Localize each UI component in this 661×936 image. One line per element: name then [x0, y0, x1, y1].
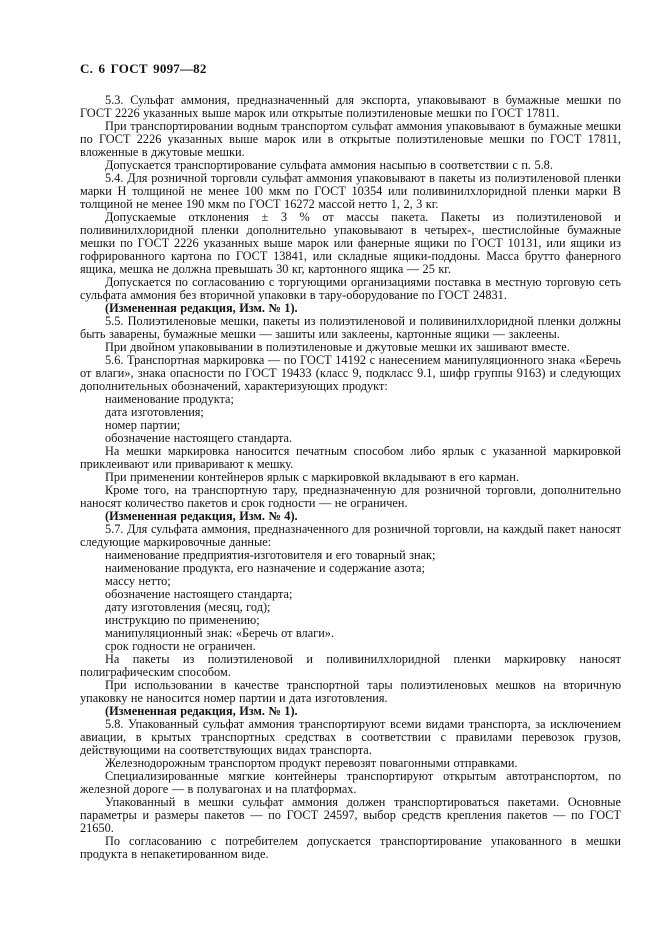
- list-item: срок годности не ограничен.: [105, 639, 256, 653]
- paragraph: 5.8. Упакованный сульфат аммония транспортируют всеми видами транспорта, за исключением авиации, в крытых транспортных средствах в соответствии с правилами перевозок грузов, действующими на соответствующих видах транспорта.: [80, 717, 621, 757]
- paragraph: По согласованию с потребителем допускается транспортирование упакованного в мешки продукта в непакетированном виде.: [80, 834, 621, 861]
- paragraph: Допускается по согласованию с торгующими организациями поставка в местную торговую сеть сульфата аммония без вторичной упаковки в тару-оборудование по ГОСТ 24831.: [80, 275, 621, 302]
- paragraph: Допускается транспортирование сульфата аммония насыпью в соответствии с п. 5.8.: [105, 158, 553, 172]
- paragraph: На пакеты из полиэтиленовой и поливинилхлоридной пленки маркировку наносят полиграфическим способом.: [80, 652, 621, 679]
- paragraph: 5.3. Сульфат аммония, предназначенный для экспорта, упаковывают в бумажные мешки по ГОСТ 2226 указанных выше марок или открытые полиэтиленовые мешки по ГОСТ 17811.: [80, 93, 621, 120]
- paragraph: Допускаемые отклонения ± 3 % от массы пакета. Пакеты из полиэтиленовой и поливинилхлоридной пленки дополнительно упаковывают в четырех-, шестислойные бумажные мешки по ГОСТ 2226 указанных выше марок или фанерные ящики по ГОСТ 10131, или ящики из гофрированного картона по ГОСТ 13841, или складные ящики-поддоны. Масса брутто фанерного ящика, мешка не должна превышать 30 кг, картонного ящика — 25 кг.: [80, 210, 621, 276]
- paragraph: Упакованный в мешки сульфат аммония должен транспортироваться пакетами. Основные параметры и размеры пакетов — по ГОСТ 24597, выбор средств крепления пакетов — по ГОСТ 21650.: [80, 795, 621, 835]
- amendment-note: (Измененная редакция, Изм. № 1).: [105, 704, 298, 718]
- paragraph: 5.5. Полиэтиленовые мешки, пакеты из полиэтиленовой и поливинилхлоридной пленки должны быть заварены, бумажные мешки — зашиты или заклеены, картонные ящики — заклеены.: [80, 314, 621, 341]
- list-item: обозначение настоящего стандарта.: [105, 431, 293, 445]
- list-item: массу нетто;: [105, 574, 171, 588]
- paragraph: Железнодорожным транспортом продукт перевозят повагонными отправками.: [105, 756, 518, 770]
- list-item: обозначение настоящего стандарта;: [105, 587, 293, 601]
- list-item: манипуляционный знак: «Беречь от влаги».: [105, 626, 335, 640]
- list-item: наименование продукта;: [105, 392, 234, 406]
- paragraph: 5.4. Для розничной торговли сульфат аммония упаковывают в пакеты из полиэтиленовой пленки марки Н толщиной не менее 100 мкм по ГОСТ 10354 или поливинилхлоридной пленки марки В толщиной не менее 190 мкм по ГОСТ 16272 массой нетто 1, 2, 3 кг.: [80, 171, 621, 211]
- paragraph: При транспортировании водным транспортом сульфат аммония упаковывают в бумажные мешки по ГОСТ 2226 указанных выше марок или в открытые полиэтиленовые мешки по ГОСТ 17811, вложенные в джутовые мешки.: [80, 119, 621, 159]
- list-item: наименование продукта, его назначение и содержание азота;: [105, 561, 425, 575]
- paragraph: На мешки маркировка наносится печатным способом либо ярлык с указанной маркировкой приклеивают или приваривают к мешку.: [80, 444, 621, 471]
- list-item: номер партии;: [105, 418, 181, 432]
- paragraph: Кроме того, на транспортную тару, предназначенную для розничной торговли, дополнительно наносят количество пакетов и срок годности — не ограничен.: [80, 483, 621, 510]
- document-content: [80, 61, 621, 861]
- paragraph: 5.6. Транспортная маркировка — по ГОСТ 14192 с нанесением манипуляционного знака «Беречь от влаги», знака опасности по ГОСТ 19433 (класс 9, подкласс 9.1, шифр группы 9163) и следующих дополнительных обозначений, характеризующих продукт:: [80, 353, 621, 393]
- amendment-note: (Измененная редакция, Изм. № 4).: [105, 509, 298, 523]
- document-body: [80, 94, 621, 861]
- list-item: инструкцию по применению;: [105, 613, 260, 627]
- amendment-note: (Измененная редакция, Изм. № 1).: [105, 301, 298, 315]
- paragraph: 5.7. Для сульфата аммония, предназначенного для розничной торговли, на каждый пакет наносят следующие маркировочные данные:: [80, 522, 621, 549]
- list-item: дату изготовления (месяц, год);: [105, 600, 271, 614]
- list-item: дата изготовления;: [105, 405, 204, 419]
- page-header: С. 6 ГОСТ 9097—82: [80, 61, 207, 76]
- paragraph: Специализированные мягкие контейнеры транспортируют открытым автотранспортом, по железной дороге — в полувагонах и на платформах.: [80, 769, 621, 796]
- paragraph: При применении контейнеров ярлык с маркировкой вкладывают в его карман.: [105, 470, 519, 484]
- list-item: наименование предприятия-изготовителя и его товарный знак;: [105, 548, 436, 562]
- paragraph: При двойном упаковывании в полиэтиленовые и джутовые мешки их зашивают вместе.: [105, 340, 570, 354]
- paragraph: При использовании в качестве транспортной тары полиэтиленовых мешков на вторичную упаковку не наносится номер партии и дата изготовления.: [80, 678, 621, 705]
